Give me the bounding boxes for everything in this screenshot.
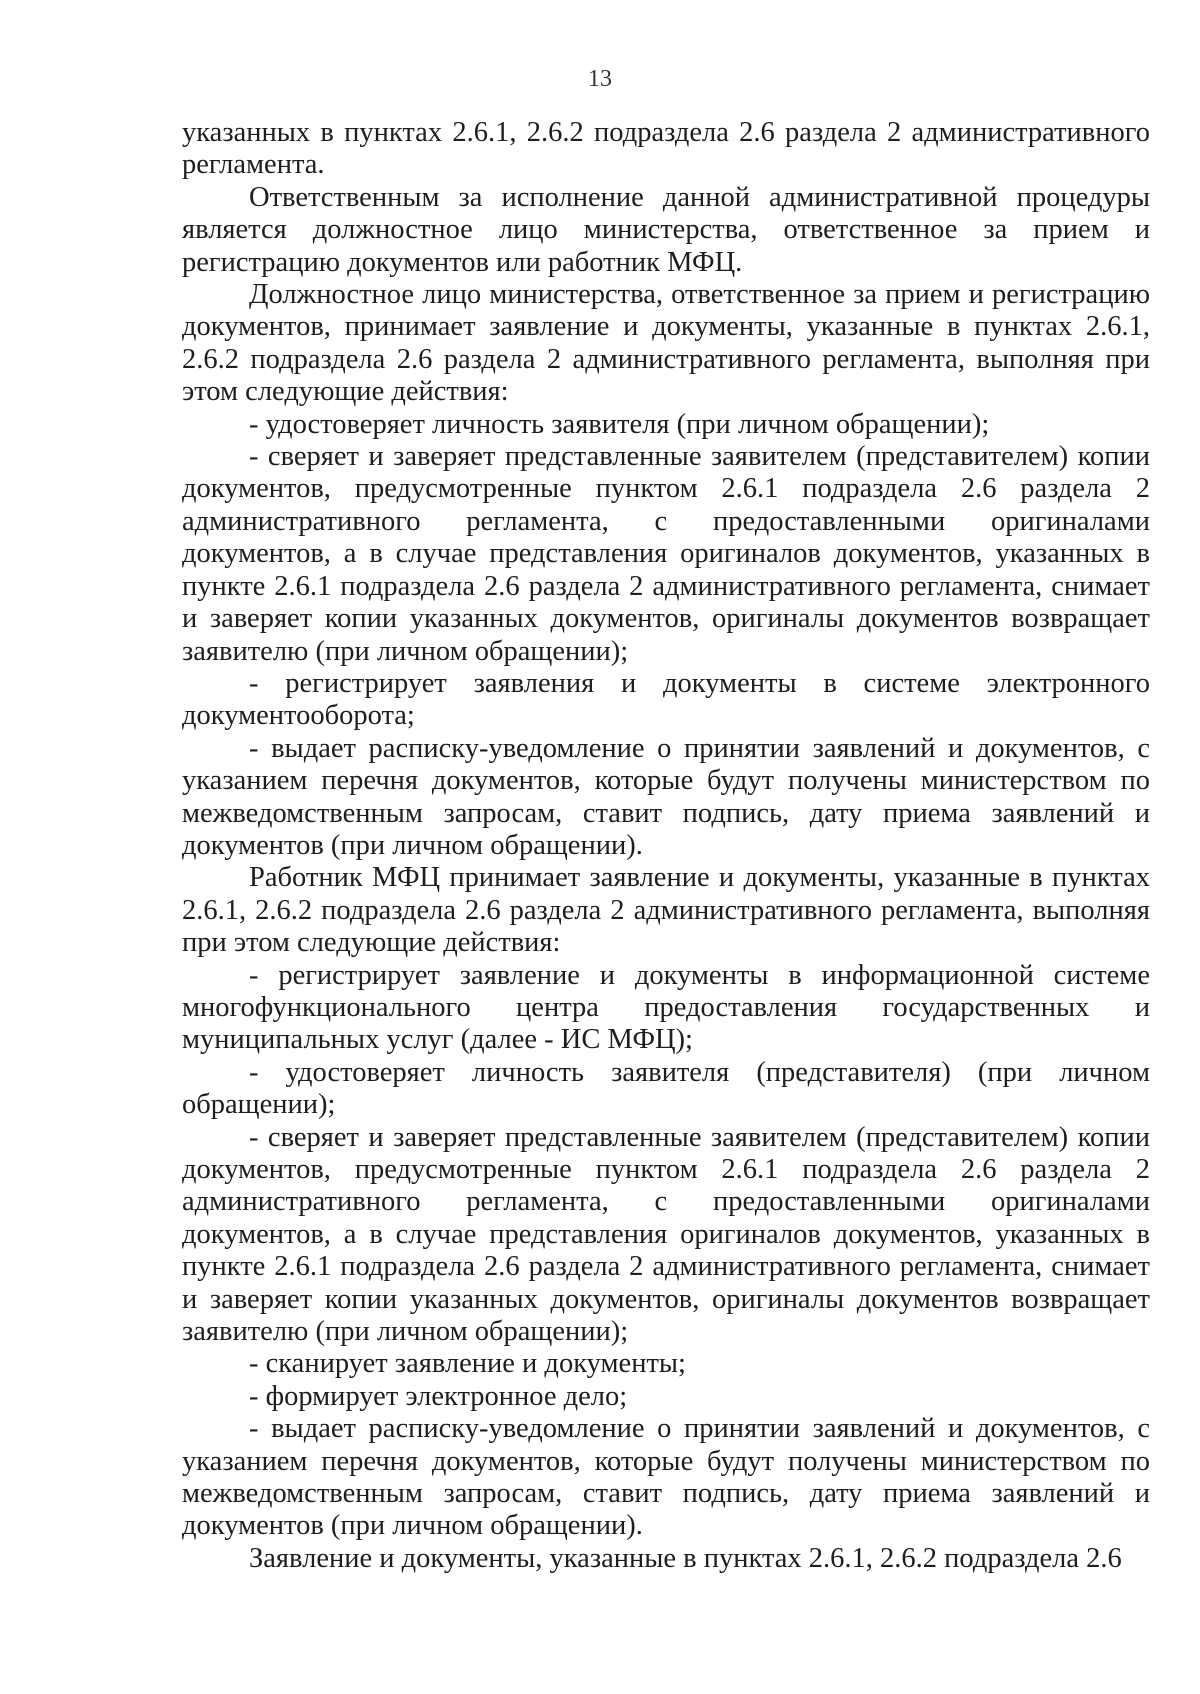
list-item: - выдает расписку-уведомление о принятии заявлений и документов, с указанием перечня документов, которые будут получены министерством по межведомственным запросам, ставит подпись, дату приема заявлений и документов (при личном обращении). xyxy=(182,732,1150,861)
list-item: - выдает расписку-уведомление о принятии заявлений и документов, с указанием перечня документов, которые будут получены министерством по межведомственным запросам, ставит подпись, дату приема заявлений и документов (при личном обращении). xyxy=(182,1413,1150,1542)
list-item: - регистрирует заявление и документы в информационной системе многофункционального центра предоставления государственных и муниципальных услуг (далее - ИС МФЦ); xyxy=(182,959,1150,1056)
document-body xyxy=(182,117,1150,1575)
paragraph: Должностное лицо министерства, ответственное за прием и регистрацию документов, принимает заявление и документы, указанные в пунктах 2.6.1, 2.6.2 подраздела 2.6 раздела 2 административного регламента, выполняя при этом следующие действия: xyxy=(182,279,1150,408)
list-item: - регистрирует заявления и документы в системе электронного документооборота; xyxy=(182,667,1150,732)
list-item: - сканирует заявление и документы; xyxy=(249,1348,686,1380)
list-item: - сверяет и заверяет представленные заявителем (представителем) копии документов, предусмотренные пунктом 2.6.1 подраздела 2.6 раздела 2 административного регламента, с предоставленными оригиналами документов, а в случае представления оригиналов документов, указанных в пункте 2.6.1 подраздела 2.6 раздела 2 административного регламента, снимает и заверяет копии указанных документов, оригиналы документов возвращает заявителю (при личном обращении); xyxy=(182,441,1150,667)
paragraph: указанных в пунктах 2.6.1, 2.6.2 подраздела 2.6 раздела 2 административного регламента. xyxy=(182,117,1150,181)
paragraph: Заявление и документы, указанные в пунктах 2.6.1, 2.6.2 подраздела 2.6 xyxy=(249,1542,1122,1574)
list-item: - удостоверяет личность заявителя (при личном обращении); xyxy=(249,408,990,440)
list-item: - сверяет и заверяет представленные заявителем (представителем) копии документов, предусмотренные пунктом 2.6.1 подраздела 2.6 раздела 2 административного регламента, с предоставленными оригиналами документов, а в случае представления оригиналов документов, указанных в пункте 2.6.1 подраздела 2.6 раздела 2 административного регламента, снимает и заверяет копии указанных документов, оригиналы документов возвращает заявителю (при личном обращении); xyxy=(182,1121,1150,1348)
page-number: 13 xyxy=(588,66,612,92)
list-item: - формирует электронное дело; xyxy=(249,1380,628,1412)
paragraph: Ответственным за исполнение данной административной процедуры является должностное лицо министерства, ответственное за прием и регистрацию документов или работник МФЦ. xyxy=(182,181,1150,278)
list-item: - удостоверяет личность заявителя (представителя) (при личном обращении); xyxy=(182,1056,1150,1121)
paragraph: Работник МФЦ принимает заявление и документы, указанные в пунктах 2.6.1, 2.6.2 подраздела 2.6 раздела 2 административного регламента, выполняя при этом следующие действия: xyxy=(182,862,1150,959)
